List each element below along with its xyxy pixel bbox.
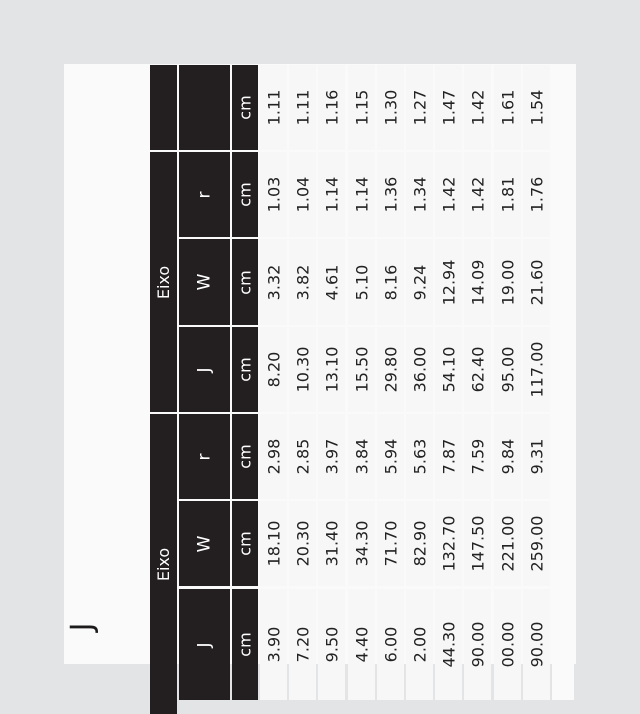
table-cell <box>464 414 491 499</box>
table-cell <box>435 239 462 325</box>
table-cell <box>494 239 521 325</box>
table-cell <box>377 589 404 700</box>
table-cell-empty <box>552 327 574 412</box>
group-header-blank <box>150 65 177 150</box>
table-cell-text: 54.10 <box>439 346 458 393</box>
table-cell-text: 34.30 <box>352 520 371 567</box>
column-header-unit <box>232 501 258 586</box>
table-cell <box>523 414 550 499</box>
table-cell <box>464 152 491 237</box>
table-cell-text: 36.00 <box>410 346 429 393</box>
table-cell <box>406 589 433 700</box>
table-cell-text: 90.00 <box>468 621 487 668</box>
section-title-partial: J <box>64 622 100 632</box>
table-cell-text: 1.27 <box>410 89 429 126</box>
table-cell <box>406 414 433 499</box>
table-cell-text: 1.14 <box>322 176 341 213</box>
table-cell-text: 3.32 <box>264 264 283 300</box>
table-cell-text: 9.31 <box>527 438 546 475</box>
table-cell-empty <box>552 589 574 700</box>
table-cell <box>289 589 316 700</box>
table-cell <box>494 501 521 586</box>
table-cell <box>523 589 550 700</box>
column-header-symbol <box>179 239 230 325</box>
table-cell <box>494 327 521 412</box>
column-header-symbol-text: J <box>194 641 215 648</box>
table-cell-empty <box>552 501 574 586</box>
column-header-unit-text: cm <box>235 357 255 382</box>
table-cell-text: 4.61 <box>322 264 341 300</box>
table-cell-text: 1.36 <box>381 176 400 213</box>
table-cell-text: 3.82 <box>293 264 312 300</box>
table-cell-text: 15.50 <box>352 346 371 393</box>
table-cell-text: 8.16 <box>381 264 400 300</box>
table-cell <box>260 589 287 700</box>
column-header-unit-text: cm <box>235 632 255 657</box>
table-cell-text: 20.30 <box>293 520 312 567</box>
table-cell <box>523 239 550 325</box>
table-cell <box>348 65 375 150</box>
table-cell-text: 9.84 <box>498 438 517 475</box>
table-cell-text: 1.16 <box>322 89 341 126</box>
table-cell <box>377 239 404 325</box>
table-cell <box>435 65 462 150</box>
column-header-symbol <box>179 152 230 237</box>
column-header-symbol-text: J <box>194 366 215 373</box>
table-cell <box>318 414 345 499</box>
table-cell <box>406 239 433 325</box>
group-header-eixo <box>150 152 177 412</box>
table-cell <box>435 589 462 700</box>
group-header-eixo <box>150 414 177 714</box>
column-header-symbol <box>179 414 230 499</box>
table-cell <box>523 327 550 412</box>
column-header-unit <box>232 152 258 237</box>
table-cell <box>348 152 375 237</box>
table-cell-text: 19.00 <box>498 259 517 305</box>
table-cell-empty <box>552 414 574 499</box>
table-cell <box>348 327 375 412</box>
column-header-symbol-text: r <box>194 453 215 460</box>
table-cell <box>494 152 521 237</box>
table-cell <box>260 501 287 586</box>
table-cell-text: 31.40 <box>322 520 341 567</box>
table-cell <box>318 501 345 586</box>
table-cell <box>464 327 491 412</box>
table-cell <box>494 414 521 499</box>
table-cell <box>464 65 491 150</box>
table-cell <box>406 501 433 586</box>
table-cell-text: 1.30 <box>381 89 400 126</box>
table-cell <box>523 501 550 586</box>
table-cell-text: 1.76 <box>527 176 546 213</box>
table-cell-text: 8.20 <box>264 351 283 388</box>
table-cell <box>348 501 375 586</box>
table-cell-text: 117.00 <box>527 341 547 398</box>
table-cell-text: 259.00 <box>527 515 547 572</box>
column-header-symbol <box>179 65 230 150</box>
table-cell-text: 5.10 <box>352 264 371 300</box>
table-cell <box>523 65 550 150</box>
table-cell <box>318 589 345 700</box>
table-cell-text: 95.00 <box>498 346 517 393</box>
table-cell-empty <box>552 152 574 237</box>
table-cell-text: 62.40 <box>468 346 487 393</box>
table-cell-text: 1.42 <box>468 89 487 126</box>
column-header-unit <box>232 414 258 499</box>
table-cell-text: 71.70 <box>381 520 400 567</box>
table-cell-text: 1.54 <box>527 89 546 126</box>
column-header-unit-text: cm <box>235 95 255 120</box>
table-cell-text: 44.30 <box>439 621 458 668</box>
table-cell-text: 147.50 <box>468 515 488 572</box>
column-header-unit-text: cm <box>235 269 255 295</box>
table-cell-text: 6.00 <box>381 626 400 663</box>
column-header-symbol <box>179 327 230 412</box>
table-cell-text: 5.94 <box>381 438 400 475</box>
column-header-unit <box>232 327 258 412</box>
table-cell <box>435 152 462 237</box>
table-cell-text: 1.61 <box>498 89 517 126</box>
table-cell <box>318 65 345 150</box>
table-cell <box>464 501 491 586</box>
table-cell-text: 12.94 <box>439 259 458 305</box>
column-header-unit-text: cm <box>235 444 255 469</box>
table-cell-text: 7.59 <box>468 438 487 475</box>
table-cell-text: 18.10 <box>264 520 283 567</box>
group-header-eixo-text: Eixo <box>154 265 174 299</box>
table-cell <box>348 589 375 700</box>
table-cell <box>289 152 316 237</box>
table-cell <box>435 327 462 412</box>
table-cell <box>523 152 550 237</box>
table-cell-text: 221.00 <box>498 515 518 572</box>
column-header-symbol-text: W <box>194 535 215 552</box>
table-cell <box>260 65 287 150</box>
table-cell-text: 1.04 <box>293 176 312 213</box>
table-cell <box>377 501 404 586</box>
table-cell <box>260 152 287 237</box>
table-cell <box>318 152 345 237</box>
table-cell <box>377 414 404 499</box>
table-cell-text: 3.84 <box>352 438 371 475</box>
table-cell-text: 1.03 <box>264 176 283 213</box>
column-header-symbol <box>179 501 230 586</box>
table-cell-text: 1.81 <box>498 176 517 213</box>
table-cell-text: 13.10 <box>322 346 341 393</box>
table-cell <box>260 327 287 412</box>
table-cell <box>348 239 375 325</box>
table-cell-text: 14.09 <box>468 259 487 305</box>
table-cell-text: 2.00 <box>410 626 429 663</box>
table-cell-text: 00.00 <box>498 621 517 668</box>
group-header-eixo-text: Eixo <box>154 547 174 581</box>
table-cell-text: 9.50 <box>322 626 341 663</box>
table-cell <box>406 65 433 150</box>
column-header-unit-text: cm <box>235 531 255 556</box>
table-cell <box>406 327 433 412</box>
table-cell-text: 29.80 <box>381 346 400 393</box>
table-cell-empty <box>552 239 574 325</box>
table-cell <box>435 501 462 586</box>
table-cell <box>464 589 491 700</box>
table-cell-text: 2.98 <box>264 438 283 475</box>
column-header-symbol-text: r <box>194 191 215 198</box>
table-cell-text: 82.90 <box>410 520 429 567</box>
table-cell-text: 3.97 <box>322 438 341 475</box>
table-cell-text: 90.00 <box>527 621 546 668</box>
table-cell <box>464 239 491 325</box>
table-cell-text: 9.24 <box>410 264 429 300</box>
table-cell-text: 1.11 <box>264 89 283 126</box>
table-cell <box>260 414 287 499</box>
table-cell <box>318 327 345 412</box>
table-cell <box>289 501 316 586</box>
table-cell-empty <box>552 65 574 150</box>
table-cell-text: 5.63 <box>410 438 429 475</box>
column-header-unit <box>232 65 258 150</box>
table-cell-text: 132.70 <box>439 515 459 572</box>
table-cell <box>406 152 433 237</box>
table-cell-text: 10.30 <box>293 346 312 393</box>
table-cell-text: 1.34 <box>410 176 429 213</box>
table-cell <box>318 239 345 325</box>
table-cell <box>289 327 316 412</box>
table-cell <box>289 414 316 499</box>
table-cell <box>377 152 404 237</box>
table-cell-text: 3.90 <box>264 626 283 663</box>
table-cell <box>289 239 316 325</box>
table-cell-text: 1.15 <box>352 89 371 126</box>
column-header-symbol-text: W <box>194 273 215 291</box>
table-cell <box>348 414 375 499</box>
table-cell-text: 1.47 <box>439 89 458 126</box>
table-cell <box>260 239 287 325</box>
column-header-unit-text: cm <box>235 182 255 207</box>
table-cell <box>494 65 521 150</box>
table-cell-text: 7.87 <box>439 438 458 475</box>
table-cell-text: 21.60 <box>527 259 546 305</box>
table-cell-text: 2.85 <box>293 438 312 475</box>
column-header-unit <box>232 239 258 325</box>
table-cell <box>494 589 521 700</box>
table-cell-text: 1.14 <box>352 176 371 213</box>
table-cell-text: 7.20 <box>293 626 312 663</box>
table-cell-text: 4.40 <box>352 626 371 663</box>
table-cell-text: 1.11 <box>293 89 312 126</box>
column-header-unit <box>232 589 258 700</box>
table-cell-text: 1.42 <box>439 176 458 213</box>
table-cell <box>435 414 462 499</box>
table-cell-text: 1.42 <box>468 176 487 213</box>
table-cell <box>377 327 404 412</box>
table-cell <box>289 65 316 150</box>
table-cell <box>377 65 404 150</box>
column-header-symbol <box>179 589 230 700</box>
